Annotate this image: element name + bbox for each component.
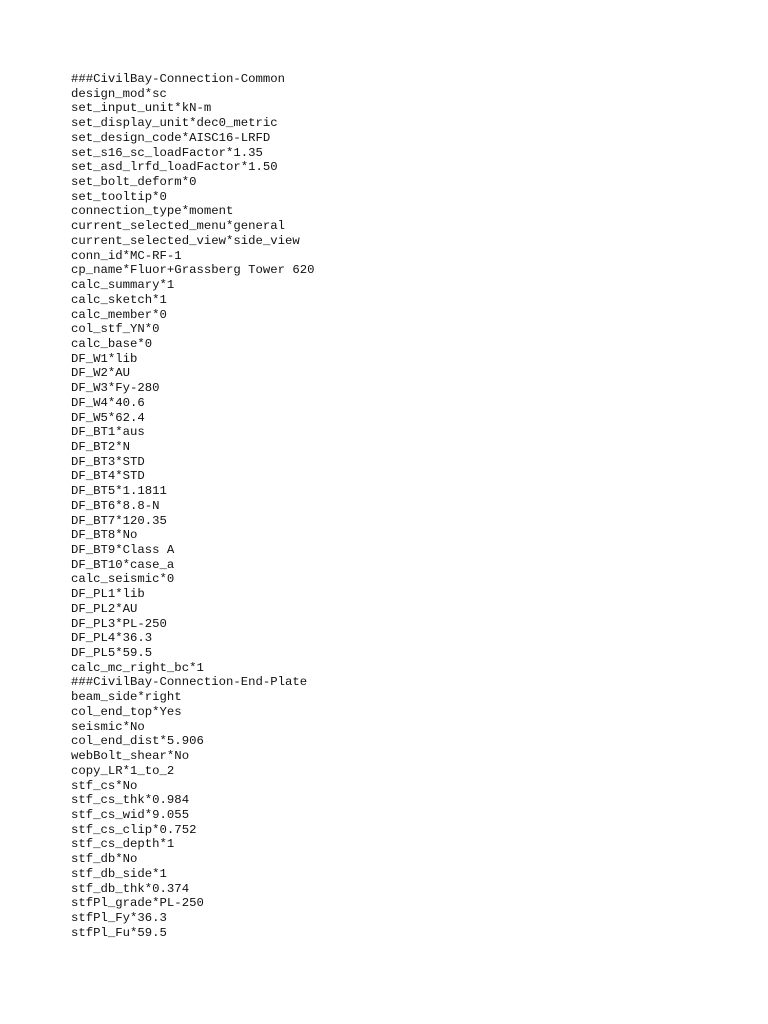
config-line: set_input_unit*kN-m <box>71 101 212 116</box>
config-line: DF_W4*40.6 <box>71 395 145 410</box>
config-line: DF_BT2*N <box>71 439 131 454</box>
config-line: conn_id*MC-RF-1 <box>71 248 182 263</box>
config-line: set_design_code*AISC16-LRFD <box>71 130 271 145</box>
config-line: DF_PL3*PL-250 <box>71 616 167 631</box>
config-line: stf_cs_wid*9.055 <box>71 807 190 822</box>
config-line: DF_W3*Fy-280 <box>71 381 160 396</box>
config-text-block <box>71 72 315 940</box>
config-line: DF_BT9*Class A <box>71 543 175 557</box>
config-line: DF_BT5*1.1811 <box>71 484 167 499</box>
config-line: calc_member*0 <box>71 307 167 322</box>
config-line: set_display_unit*dec0_metric <box>71 116 278 131</box>
config-line: col_stf_YN*0 <box>71 322 160 337</box>
config-line: DF_BT1*aus <box>71 425 145 440</box>
config-line: stfPl_Fy*36.3 <box>71 910 167 925</box>
config-line: stf_db*No <box>71 852 138 867</box>
config-line: stfPl_grade*PL-250 <box>71 896 204 911</box>
config-line: set_bolt_deform*0 <box>71 175 197 190</box>
config-line: DF_BT6*8.8-N <box>71 498 160 513</box>
config-line: beam_side*right <box>71 690 182 705</box>
config-line: stf_cs_thk*0.984 <box>71 793 190 808</box>
config-line: webBolt_shear*No <box>71 749 190 764</box>
config-line: stf_cs*No <box>71 778 138 793</box>
config-line: connection_type*moment <box>71 204 234 219</box>
config-line: stf_cs_depth*1 <box>71 837 175 852</box>
config-line: col_end_dist*5.906 <box>71 734 204 749</box>
config-line: stf_db_thk*0.374 <box>71 881 190 896</box>
config-line: calc_seismic*0 <box>71 572 175 587</box>
config-line: stf_cs_clip*0.752 <box>71 822 197 837</box>
config-line: stfPl_Fu*59.5 <box>71 925 167 940</box>
config-line: col_end_top*Yes <box>71 704 182 719</box>
config-line: copy_LR*1_to_2 <box>71 763 175 778</box>
config-line: ###CivilBay-Connection-End-Plate <box>71 675 308 690</box>
config-line: set_asd_lrfd_loadFactor*1.50 <box>71 160 278 175</box>
config-line: calc_sketch*1 <box>71 292 167 307</box>
config-line: calc_mc_right_bc*1 <box>71 660 204 675</box>
config-line: design_mod*sc <box>71 86 167 101</box>
config-line: stf_db_side*1 <box>71 866 167 881</box>
config-line: seismic*No <box>71 719 145 734</box>
config-line: DF_BT4*STD <box>71 469 145 484</box>
config-line: DF_PL1*lib <box>71 587 145 602</box>
config-line: DF_BT7*120.35 <box>71 513 167 528</box>
config-line: DF_PL4*36.3 <box>71 631 153 646</box>
config-line: DF_PL5*59.5 <box>71 646 153 661</box>
config-line: calc_summary*1 <box>71 278 175 293</box>
config-line: ###CivilBay-Connection-Common <box>71 72 286 86</box>
config-line: cp_name*Fluor+Grassberg Tower 620 <box>71 263 315 278</box>
config-line: current_selected_view*side_view <box>71 233 300 248</box>
config-line: calc_base*0 <box>71 336 153 351</box>
config-line: set_tooltip*0 <box>71 189 167 204</box>
config-line: DF_W2*AU <box>71 366 131 381</box>
config-line: set_s16_sc_loadFactor*1.35 <box>71 145 263 160</box>
config-line: DF_W5*62.4 <box>71 410 145 425</box>
config-line: DF_BT8*No <box>71 528 138 543</box>
config-line: DF_BT3*STD <box>71 454 145 469</box>
config-line: DF_W1*lib <box>71 351 138 366</box>
config-line: DF_PL2*AU <box>71 601 138 616</box>
config-line: current_selected_menu*general <box>71 219 286 234</box>
config-line: DF_BT10*case_a <box>71 557 175 572</box>
